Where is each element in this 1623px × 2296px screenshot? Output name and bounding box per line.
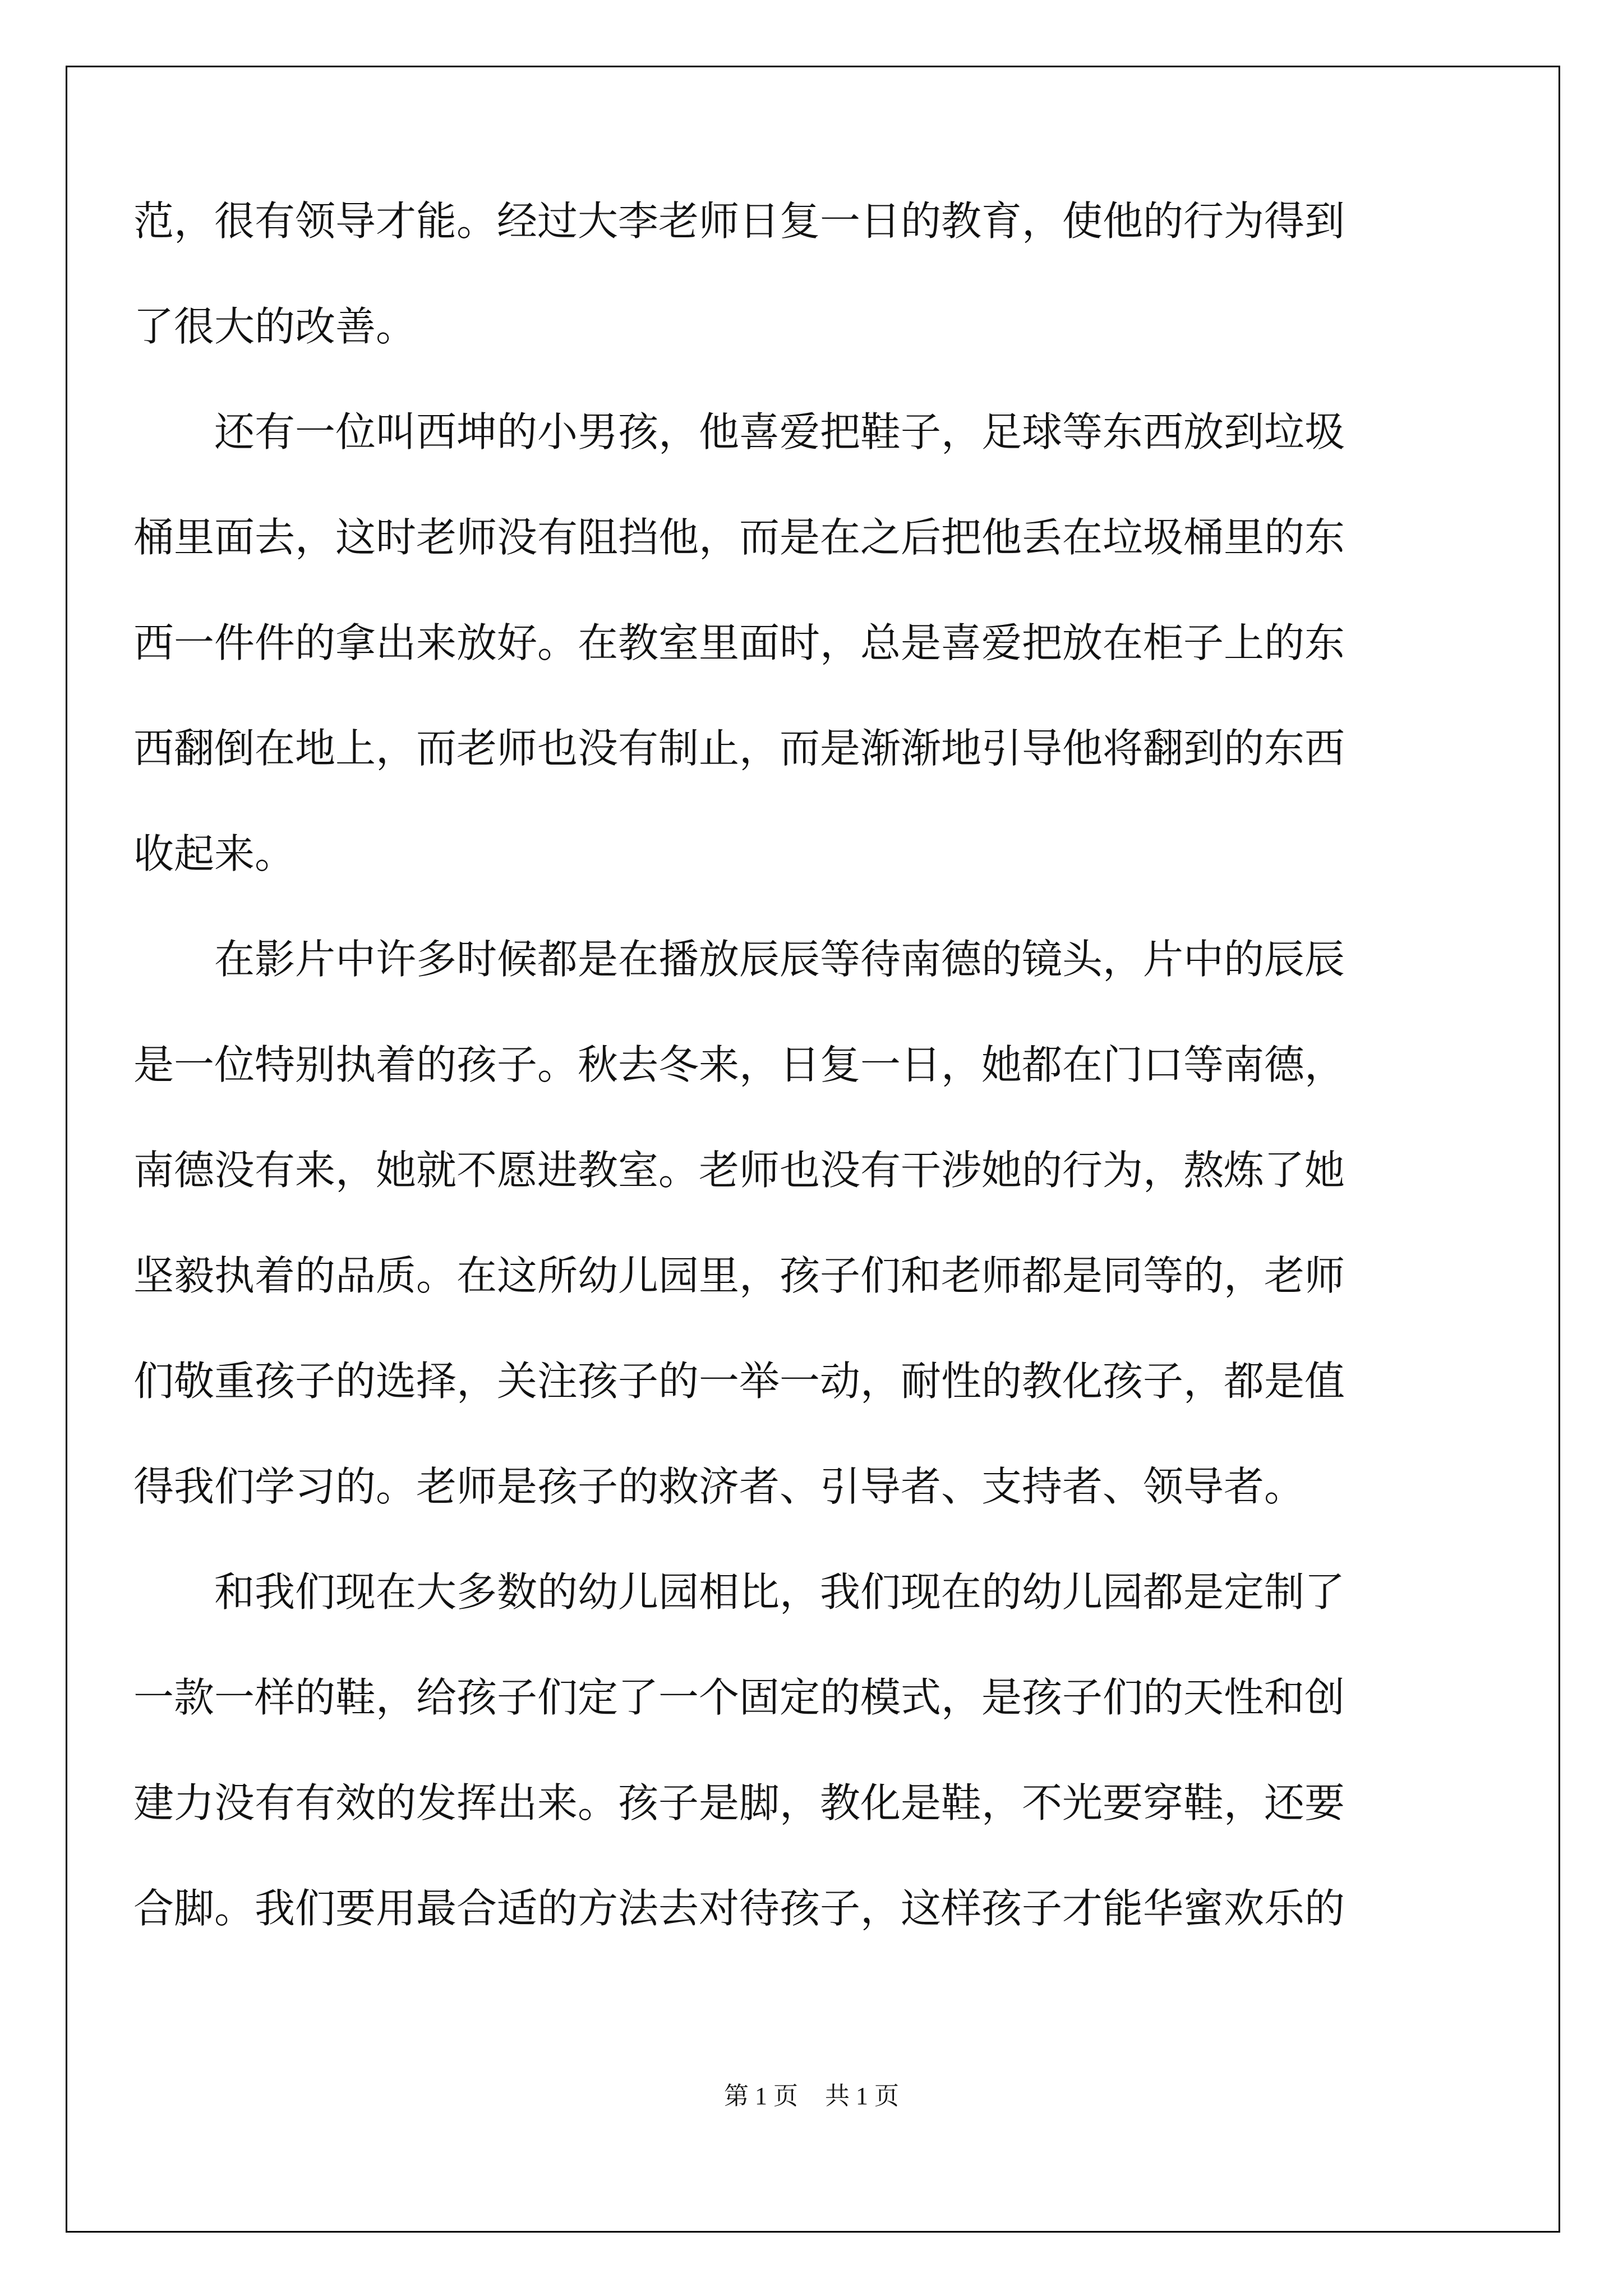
text-line: 还有一位叫西坤的小男孩，他喜爱把鞋子，足球等东西放到垃圾 xyxy=(133,408,1345,455)
page-number-current: 第 1 页 xyxy=(724,2082,798,2110)
text-line: 南德没有来，她就不愿进教室。老师也没有干涉她的行为，熬炼了她 xyxy=(133,1147,1345,1194)
text-line: 在影片中许多时候都是在播放辰辰等待南德的镜头，片中的辰辰 xyxy=(133,936,1345,983)
text-line: 得我们学习的。老师是孩子的救济者、引导者、支持者、领导者。 xyxy=(133,1463,1305,1510)
text-line: 们敬重孩子的选择，关注孩子的一举一动，耐性的教化孩子，都是值 xyxy=(133,1358,1345,1405)
text-line: 和我们现在大多数的幼儿园相比，我们现在的幼儿园都是定制了 xyxy=(133,1568,1345,1616)
text-line: 建力没有有效的发挥出来。孩子是脚，教化是鞋，不光要穿鞋，还要 xyxy=(133,1779,1345,1826)
text-line: 西翻倒在地上，而老师也没有制止，而是渐渐地引导他将翻到的东西 xyxy=(133,725,1345,772)
text-line: 范，很有领导才能。经过大李老师日复一日的教育，使他的行为得到 xyxy=(133,197,1345,245)
page-footer xyxy=(0,2076,1623,2111)
document-body xyxy=(133,168,1499,1961)
text-line: 西一件件的拿出来放好。在教室里面时，总是喜爱把放在柜子上的东 xyxy=(133,619,1345,666)
text-line: 收起来。 xyxy=(133,830,296,877)
text-line: 坚毅执着的品质。在这所幼儿园里，孩子们和老师都是同等的，老师 xyxy=(133,1252,1345,1299)
page-number-total: 共 1 页 xyxy=(825,2082,899,2110)
text-line: 桶里面去，这时老师没有阻挡他，而是在之后把他丢在垃圾桶里的东 xyxy=(133,514,1345,561)
text-line: 合脚。我们要用最合适的方法去对待孩子，这样孩子才能华蜜欢乐的 xyxy=(133,1885,1345,1932)
text-line: 是一位特别执着的孩子。秋去冬来，日复一日，她都在门口等南德， xyxy=(133,1041,1345,1088)
text-line: 了很大的改善。 xyxy=(133,303,417,350)
text-line: 一款一样的鞋，给孩子们定了一个固定的模式，是孩子们的天性和创 xyxy=(133,1674,1345,1721)
